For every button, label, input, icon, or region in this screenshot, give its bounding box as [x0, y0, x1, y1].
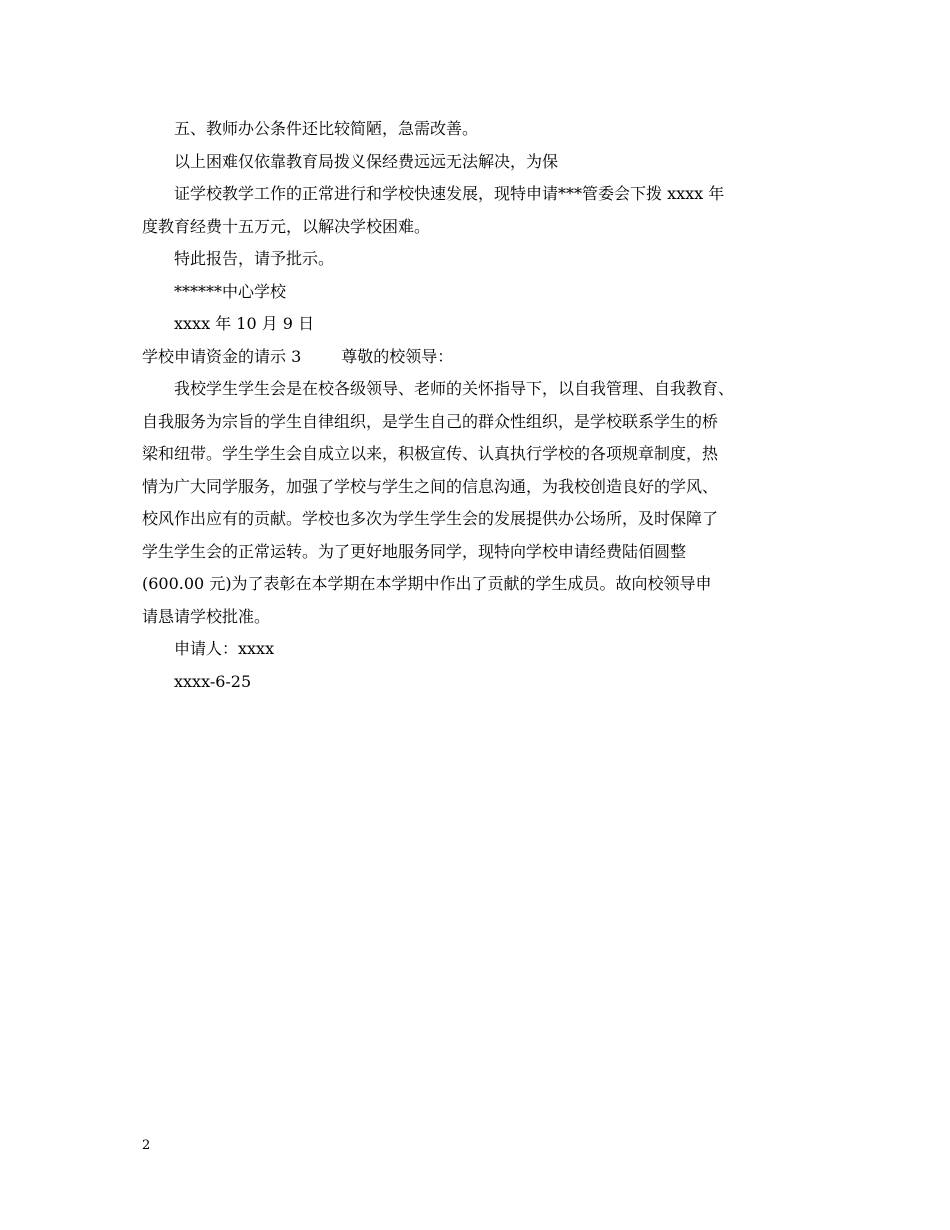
signature-date: xxxx 年 10 月 9 日 [174, 314, 315, 333]
page-number: 2 [142, 1138, 151, 1153]
text-line: (600.00 元)为了表彰在本学期在本学期中作出了贡献的学生成员。故向校领导申 [142, 574, 712, 593]
applicant-line: 申请人：xxxx [174, 639, 275, 658]
text-line: 校风作出应有的贡献。学校也多次为学生学生会的发展提供办公场所，及时保障了 [142, 509, 719, 528]
heading-salutation: 尊敬的校领导： [341, 346, 454, 366]
text-line: 五、教师办公条件还比较简陋，急需改善。 [174, 119, 479, 138]
text-line: 梁和纽带。学生学生会自成立以来，积极宣传、认真执行学校的各项规章制度，热 [142, 444, 719, 463]
text-line: 请恳请学校批准。 [142, 606, 271, 626]
text-line: 以上困难仅依靠教育局拨义保经费远远无法解决，为保 [174, 151, 559, 171]
text-line: 自我服务为宗旨的学生自律组织，是学生自己的群众性组织，是学校联系学生的桥 [142, 411, 719, 431]
text-line: 度教育经费十五万元，以解决学校困难。 [142, 216, 431, 236]
text-line: 学生学生会的正常运转。为了更好地服务同学，现特向学校申请经费陆佰圆整 [142, 541, 687, 561]
applicant-date: xxxx-6-25 [174, 671, 252, 691]
text-line: 情为广大同学服务，加强了学校与学生之间的信息沟通，为我校创造良好的学风、 [142, 476, 719, 496]
section-heading [142, 341, 832, 374]
text-line: 我校学生学生会是在校各级领导、老师的关怀指导下，以自我管理、自我教育、 [174, 379, 735, 398]
text-line: 特此报告，请予批示。 [174, 249, 335, 268]
text-line: 证学校教学工作的正常进行和学校快速发展，现特申请***管委会下拨 xxxx 年 [174, 184, 725, 203]
heading-title: 学校申请资金的请示 3 [142, 346, 302, 366]
document-body [142, 113, 832, 698]
signature-school: ******中心学校 [174, 281, 287, 301]
